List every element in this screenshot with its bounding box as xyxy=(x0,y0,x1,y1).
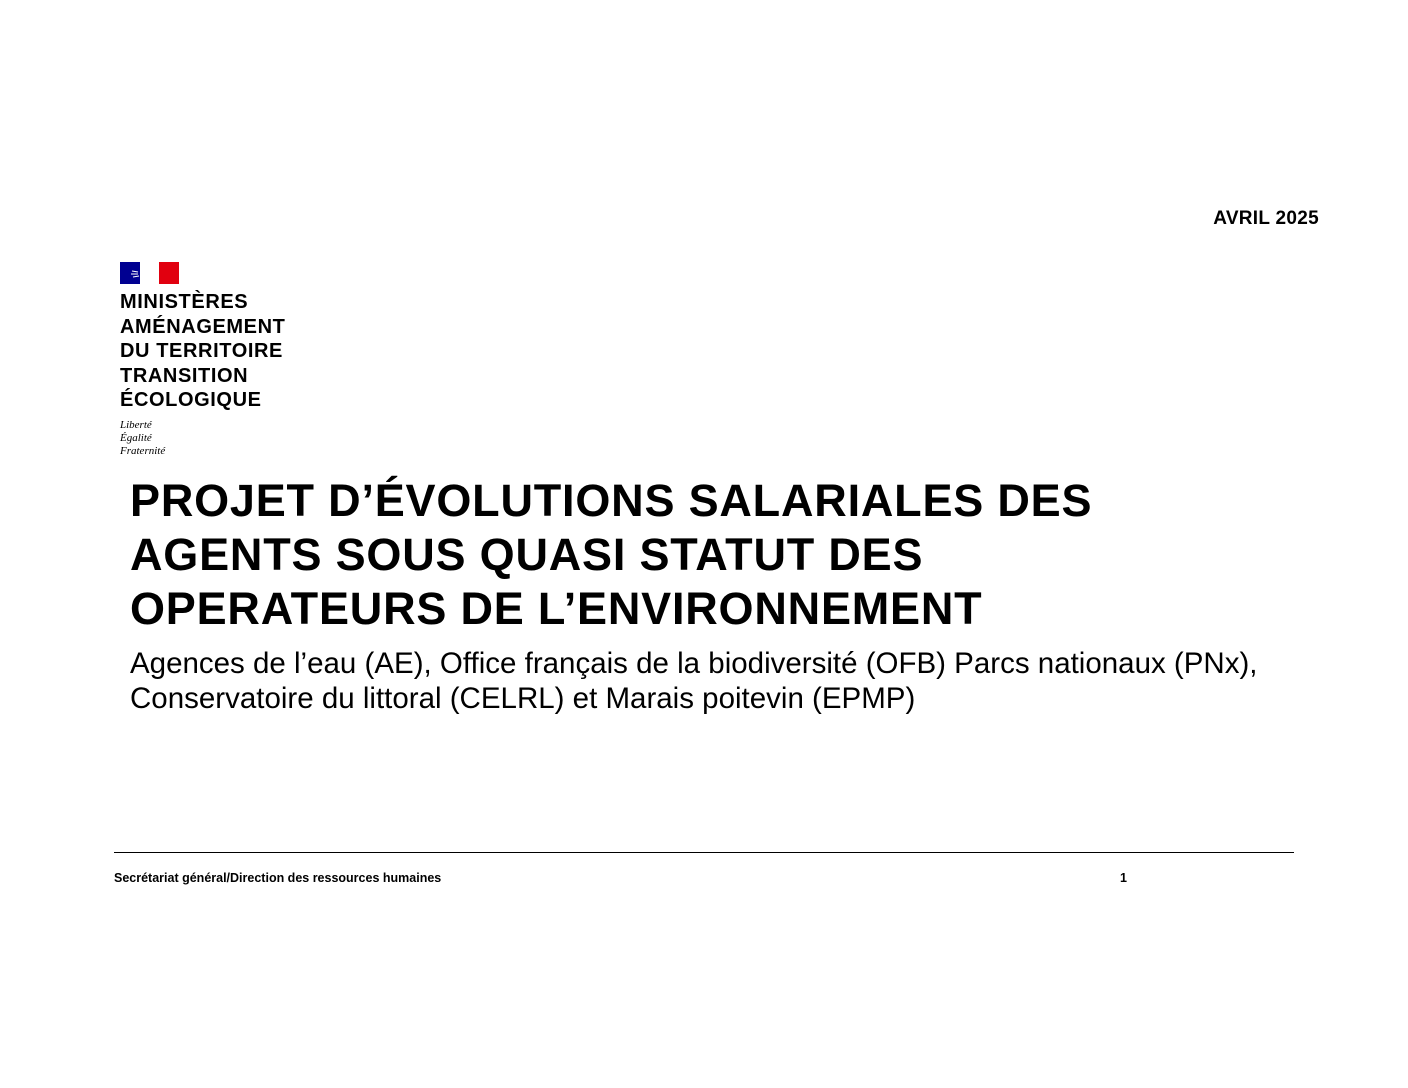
ministry-name xyxy=(120,290,286,413)
footer-divider xyxy=(114,852,1294,853)
motto-line: Fraternité xyxy=(120,444,166,457)
document-subtitle: Agences de l’eau (AE), Office français de la biodiversité (OFB) Parcs nationaux (PNx), Conservatoire du littoral (CELRL) et Marais poitevin (EPMP) xyxy=(130,647,1258,715)
ministry-line: TRANSITION xyxy=(120,364,249,387)
footer-department: Secrétariat général/Direction des ressources humaines xyxy=(114,871,442,885)
document-date: AVRIL 2025 xyxy=(1213,208,1319,229)
page-number: 1 xyxy=(1120,871,1127,885)
marianne-flag-icon xyxy=(120,262,179,284)
title-line: PROJET D’ÉVOLUTIONS SALARIALES DES xyxy=(130,475,1093,526)
republic-motto xyxy=(120,419,286,458)
motto-line: Égalité xyxy=(120,431,152,444)
title-line: OPERATEURS DE L’ENVIRONNEMENT xyxy=(130,583,983,634)
ministry-line: MINISTÈRES xyxy=(120,291,249,313)
ministry-line: ÉCOLOGIQUE xyxy=(120,389,262,411)
ministry-line: DU TERRITOIRE xyxy=(120,340,283,362)
ministry-line: AMÉNAGEMENT xyxy=(120,315,286,338)
motto-line: Liberté xyxy=(120,418,152,431)
document-title xyxy=(130,474,1280,636)
ministry-logo xyxy=(120,262,286,458)
title-line: AGENTS SOUS QUASI STATUT DES xyxy=(130,529,924,580)
